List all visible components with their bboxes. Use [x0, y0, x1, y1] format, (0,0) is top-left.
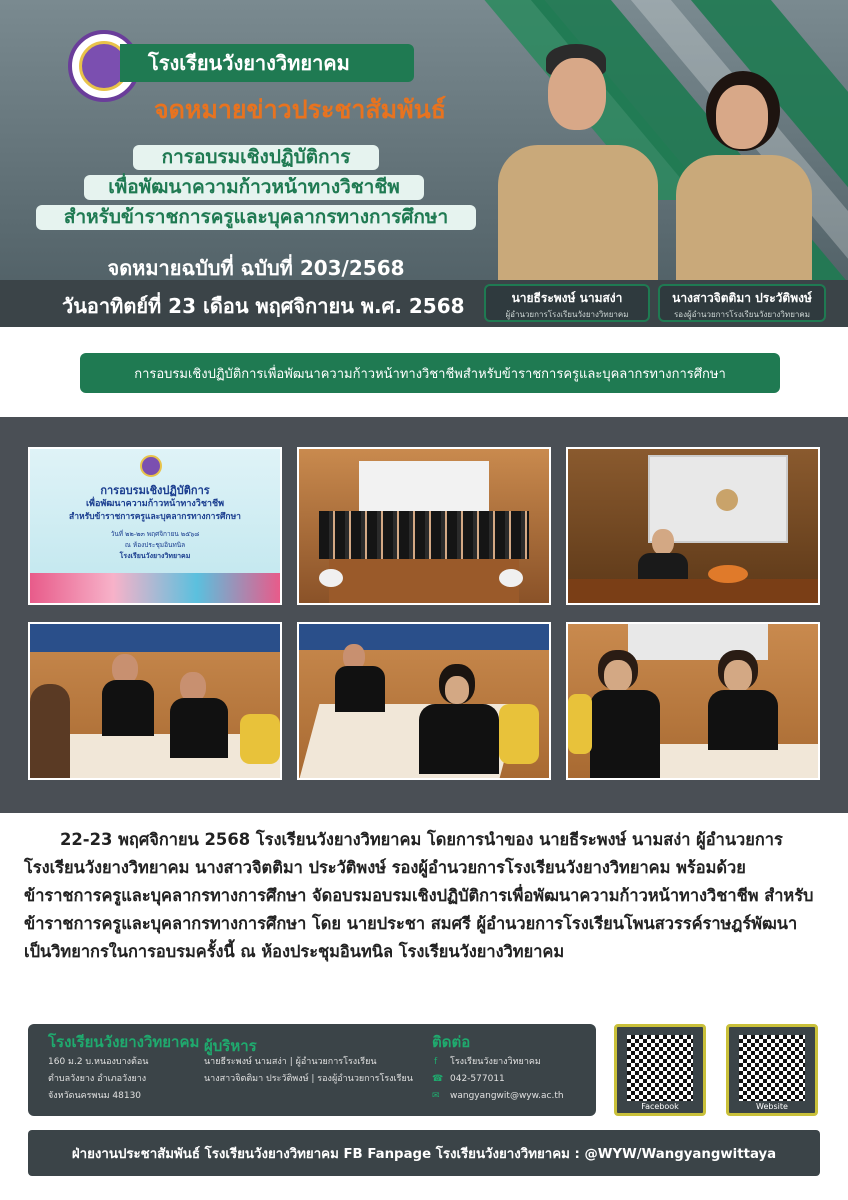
publish-date: วันอาทิตย์ที่ 23 เดือน พฤศจิกายน พ.ศ. 2568 — [62, 294, 465, 318]
photo-grid — [0, 417, 848, 813]
website-qr-code[interactable] — [726, 1024, 818, 1116]
press-release-title: จดหมายข่าวประชาสัมพันธ์ — [154, 95, 446, 124]
facebook-icon: f — [434, 1057, 438, 1067]
director-name: นายธีระพงษ์ นามสง่า — [511, 291, 623, 305]
footer-admin-heading: ผู้บริหาร — [204, 1037, 257, 1055]
director-role: ผู้อำนวยการโรงเรียนวังยางวิทยาคม — [505, 310, 629, 319]
footer-facebook[interactable]: โรงเรียนวังยางวิทยาคม — [450, 1057, 541, 1067]
director-photo — [488, 40, 668, 280]
group-photo — [297, 447, 551, 605]
training-photo-1 — [28, 622, 282, 780]
address-line-2: ตำบลวังยาง อำเภอวังยาง — [48, 1074, 147, 1084]
deputy-role: รองผู้อำนวยการโรงเรียนวังยางวิทยาคม — [673, 310, 810, 319]
email-icon: ✉ — [432, 1091, 440, 1101]
activity-title-bar: การอบรมเชิงปฏิบัติการเพื่อพัฒนาความก้าวหน้าทางวิชาชีพสำหรับข้าราชการครูและบุคลากรทางการศึกษา — [80, 353, 780, 393]
address-line-1: 160 ม.2 บ.หนองบางต้อน — [48, 1057, 149, 1067]
topic-line-2: เพื่อพัฒนาความก้าวหน้าทางวิชาชีพ — [84, 175, 424, 200]
training-photo-2 — [297, 622, 551, 780]
deputy-name-card — [658, 284, 826, 322]
banner-line-1: การอบรมเชิงปฏิบัติการ — [100, 484, 210, 497]
issue-number: จดหมายฉบับที่ ฉบับที่ 203/2568 — [107, 256, 405, 280]
admin-line-1: นายธีระพงษ์ นามสง่า | ผู้อำนวยการโรงเรียน — [204, 1057, 377, 1067]
footer-school-heading: โรงเรียนวังยางวิทยาคม — [48, 1033, 200, 1051]
banner-line-3: สำหรับข้าราชการครูและบุคลากรทางการศึกษา — [69, 512, 241, 522]
topic-line-3: สำหรับข้าราชการครูและบุคลากรทางการศึกษา — [36, 205, 476, 230]
topic-line-1: การอบรมเชิงปฏิบัติการ — [133, 145, 379, 170]
footer-info — [28, 1024, 596, 1116]
banner-photo — [28, 447, 282, 605]
banner-line-4: วันที่ ๒๒-๒๓ พฤศจิกายน ๒๕๖๘ — [110, 530, 200, 538]
facebook-qr-label: Facebook — [641, 1102, 679, 1111]
director-name-card — [484, 284, 650, 322]
website-qr-label: Website — [756, 1102, 788, 1111]
news-body-text: 22-23 พฤศจิกายน 2568 โรงเรียนวังยางวิทยาคม โดยการนำของ นายธีระพงษ์ นามสง่า ผู้อำนวยการโรงเรียนวังยางวิทยาคม นางสาวจิตติมา ประวัติพงษ์ รองผู้อำนวยการโรงเรียนวังยางวิทยาคม พร้อมด้วย ข้าราชการครูและบุคลากรทางการศึกษา จัดอบรมอบรมเชิงปฏิบัติการเพื่อพัฒนาความก้าวหน้าทางวิชาชีพ สำหรับข้าราชการครูและบุคลากรทางการศึกษา โดย นายประชา สมศรี ผู้อำนวยการโรงเรียนโพนสวรรค์ราษฎร์พัฒนา เป็นวิทยากรในการอบรมครั้งนี้ ณ ห้องประชุมอินทนิล โรงเรียนวังยางวิทยาคม — [24, 830, 814, 961]
banner-line-5: ณ ห้องประชุมอินทนิล — [124, 541, 186, 549]
school-name: โรงเรียนวังยางวิทยาคม — [120, 44, 414, 82]
footer-contact-heading: ติดต่อ — [432, 1033, 471, 1051]
training-photo-3 — [566, 622, 820, 780]
deputy-director-photo — [670, 65, 818, 280]
banner-line-2: เพื่อพัฒนาความก้าวหน้าทางวิชาชีพ — [85, 499, 225, 509]
header-banner — [0, 0, 848, 327]
address-line-3: จังหวัดนครพนม 48130 — [48, 1091, 142, 1101]
phone-icon: ☎ — [432, 1074, 444, 1084]
admin-line-2: นางสาวจิตติมา ประวัติพงษ์ | รองผู้อำนวยการโรงเรียน — [204, 1074, 413, 1084]
footer-phone[interactable]: 042-577011 — [450, 1074, 505, 1084]
facebook-qr-code[interactable] — [614, 1024, 706, 1116]
footer-email[interactable]: wangyangwit@wyw.ac.th — [450, 1091, 564, 1101]
deputy-name: นางสาวจิตติมา ประวัติพงษ์ — [672, 291, 812, 305]
speaker-photo — [566, 447, 820, 605]
banner-line-6: โรงเรียนวังยางวิทยาคม — [119, 552, 191, 560]
bottom-credit-bar: ฝ่ายงานประชาสัมพันธ์ โรงเรียนวังยางวิทยาคม FB Fanpage โรงเรียนวังยางวิทยาคม : @WYW/Wangyangwittaya — [28, 1130, 820, 1176]
